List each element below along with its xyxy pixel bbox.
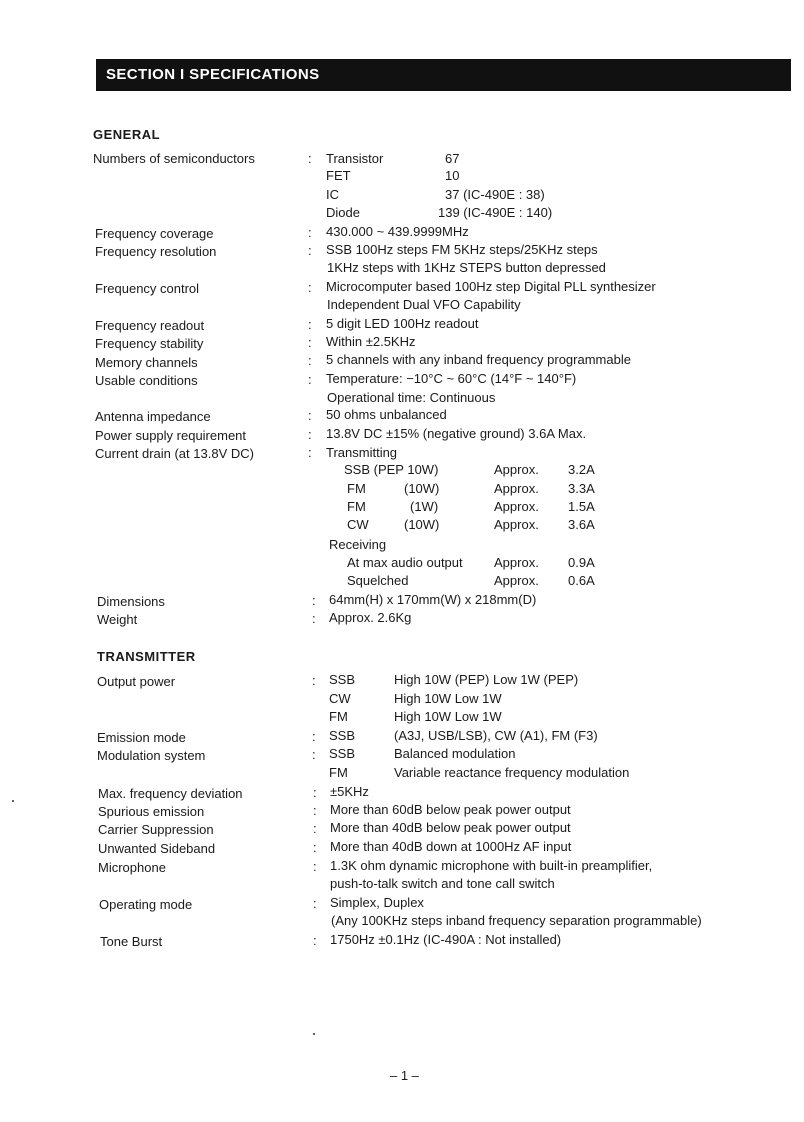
label-unwanted-sideband: Unwanted Sideband — [98, 841, 216, 856]
colon: : — [308, 408, 312, 423]
colon: : — [312, 729, 316, 744]
tx-row-power: (1W) — [410, 499, 439, 514]
tx-row-power: (10W) — [404, 517, 440, 532]
tx-row-mode: FM — [347, 481, 366, 496]
value-frequency-resolution-1: SSB 100Hz steps FM 5KHz steps/25KHz steps — [326, 242, 598, 257]
label-antenna-impedance: Antenna impedance — [95, 409, 211, 424]
value-power-supply: 13.8V DC ±15% (negative ground) 3.6A Max. — [326, 426, 587, 441]
modulation-mode: SSB — [329, 746, 356, 761]
value-usable-conditions-2: Operational time: Continuous — [327, 390, 496, 405]
current-receiving-heading: Receiving — [329, 537, 387, 552]
label-microphone: Microphone — [98, 860, 166, 875]
rx-row-mode: Squelched — [347, 573, 409, 588]
value-tone-burst: 1750Hz ±0.1Hz (IC-490A : Not installed) — [330, 932, 562, 947]
colon: : — [313, 840, 317, 855]
colon: : — [312, 593, 316, 608]
value-microphone-1: 1.3K ohm dynamic microphone with built-in preamplifier, — [330, 858, 653, 873]
colon: : — [313, 821, 317, 836]
colon: : — [312, 611, 316, 626]
label-output-power: Output power — [97, 674, 176, 689]
colon: : — [308, 225, 312, 240]
label-current-drain: Current drain (at 13.8V DC) — [95, 446, 254, 461]
print-speck — [12, 800, 14, 802]
rx-row-mode: At max audio output — [347, 555, 463, 570]
colon: : — [313, 859, 317, 874]
tx-row-approx: Approx. — [494, 517, 539, 532]
rx-row-value: 0.6A — [568, 573, 595, 588]
semi-count-diode: 139 (IC-490E : 140) — [438, 205, 553, 220]
value-frequency-coverage: 430.000 ~ 439.9999MHz — [326, 224, 469, 239]
label-frequency-readout: Frequency readout — [95, 318, 205, 333]
rx-row-approx: Approx. — [494, 555, 539, 570]
modulation-mode: FM — [329, 765, 348, 780]
label-usable-conditions: Usable conditions — [95, 373, 198, 388]
colon: : — [308, 372, 312, 387]
section-header-bar — [96, 59, 791, 91]
rx-row-value: 0.9A — [568, 555, 595, 570]
output-mode: SSB — [329, 672, 356, 687]
transmitter-heading: TRANSMITTER — [97, 649, 196, 664]
semi-count-ic: 37 (IC-490E : 38) — [445, 187, 545, 202]
tx-row-value: 3.2A — [568, 462, 595, 477]
label-frequency-resolution: Frequency resolution — [95, 244, 217, 259]
colon: : — [308, 353, 312, 368]
colon: : — [308, 335, 312, 350]
modulation-value: Variable reactance frequency modulation — [394, 765, 630, 780]
label-power-supply: Power supply requirement — [95, 428, 247, 443]
print-speck — [313, 1033, 315, 1035]
tx-row-approx: Approx. — [494, 499, 539, 514]
colon: : — [313, 896, 317, 911]
section-title: SECTION I SPECIFICATIONS — [106, 66, 320, 83]
output-value: High 10W Low 1W — [394, 691, 502, 706]
value-antenna-impedance: 50 ohms unbalanced — [326, 407, 447, 422]
emission-mode: SSB — [329, 728, 356, 743]
rx-row-approx: Approx. — [494, 573, 539, 588]
colon: : — [313, 803, 317, 818]
colon: : — [313, 785, 317, 800]
general-heading: GENERAL — [93, 127, 161, 142]
output-mode: CW — [329, 691, 351, 706]
colon: : — [308, 243, 312, 258]
label-frequency-stability: Frequency stability — [95, 336, 204, 351]
value-operating-mode-1: Simplex, Duplex — [330, 895, 424, 910]
semi-count-fet: 10 — [445, 168, 460, 183]
value-frequency-resolution-2: 1KHz steps with 1KHz STEPS button depressed — [327, 260, 606, 275]
label-operating-mode: Operating mode — [99, 897, 193, 912]
tx-row-mode: SSB (PEP 10W) — [344, 462, 439, 477]
output-value: High 10W (PEP) Low 1W (PEP) — [394, 672, 579, 687]
value-spurious-emission: More than 60dB below peak power output — [330, 802, 571, 817]
value-frequency-control-2: Independent Dual VFO Capability — [327, 297, 521, 312]
colon: : — [308, 427, 312, 442]
label-max-frequency-deviation: Max. frequency deviation — [98, 786, 243, 801]
value-weight: Approx. 2.6Kg — [329, 610, 412, 625]
output-value: High 10W Low 1W — [394, 709, 502, 724]
label-semiconductors: Numbers of semiconductors — [93, 151, 255, 166]
semi-name-transistor: Transistor — [326, 151, 384, 166]
output-mode: FM — [329, 709, 348, 724]
value-unwanted-sideband: More than 40dB down at 1000Hz AF input — [330, 839, 572, 854]
value-usable-conditions-1: Temperature: −10°C ~ 60°C (14°F ~ 140°F) — [326, 371, 577, 386]
value-microphone-2: push-to-talk switch and tone call switch — [330, 876, 555, 891]
label-modulation-system: Modulation system — [97, 748, 206, 763]
semi-name-diode: Diode — [326, 205, 360, 220]
label-tone-burst: Tone Burst — [100, 934, 163, 949]
colon: : — [308, 151, 312, 166]
label-carrier-suppression: Carrier Suppression — [98, 822, 214, 837]
tx-row-approx: Approx. — [494, 481, 539, 496]
colon: : — [313, 933, 317, 948]
semi-name-fet: FET — [326, 168, 351, 183]
tx-row-value: 1.5A — [568, 499, 595, 514]
colon: : — [308, 280, 312, 295]
label-emission-mode: Emission mode — [97, 730, 186, 745]
label-dimensions: Dimensions — [97, 594, 165, 609]
label-frequency-control: Frequency control — [95, 281, 200, 296]
colon: : — [312, 673, 316, 688]
label-memory-channels: Memory channels — [95, 355, 198, 370]
value-carrier-suppression: More than 40dB below peak power output — [330, 820, 571, 835]
colon: : — [312, 747, 316, 762]
semi-name-ic: IC — [326, 187, 339, 202]
label-weight: Weight — [97, 612, 138, 627]
tx-row-power: (10W) — [404, 481, 440, 496]
colon: : — [308, 317, 312, 332]
tx-row-mode: FM — [347, 499, 366, 514]
value-frequency-stability: Within ±2.5KHz — [326, 334, 416, 349]
tx-row-value: 3.3A — [568, 481, 595, 496]
colon: : — [308, 445, 312, 460]
value-max-frequency-deviation: ±5KHz — [330, 784, 369, 799]
modulation-value: Balanced modulation — [394, 746, 516, 761]
page-number: – 1 – — [390, 1068, 419, 1083]
label-spurious-emission: Spurious emission — [98, 804, 205, 819]
value-memory-channels: 5 channels with any inband frequency programmable — [326, 352, 631, 367]
value-frequency-readout: 5 digit LED 100Hz readout — [326, 316, 479, 331]
value-operating-mode-2: (Any 100KHz steps inband frequency separation programmable) — [331, 913, 702, 928]
emission-value: (A3J, USB/LSB), CW (A1), FM (F3) — [394, 728, 598, 743]
label-frequency-coverage: Frequency coverage — [95, 226, 214, 241]
tx-row-value: 3.6A — [568, 517, 595, 532]
tx-row-mode: CW — [347, 517, 369, 532]
current-transmitting-heading: Transmitting — [326, 445, 398, 460]
value-frequency-control-1: Microcomputer based 100Hz step Digital PLL synthesizer — [326, 279, 656, 294]
value-dimensions: 64mm(H) x 170mm(W) x 218mm(D) — [329, 592, 537, 607]
semi-count-transistor: 67 — [445, 151, 460, 166]
tx-row-approx: Approx. — [494, 462, 539, 477]
